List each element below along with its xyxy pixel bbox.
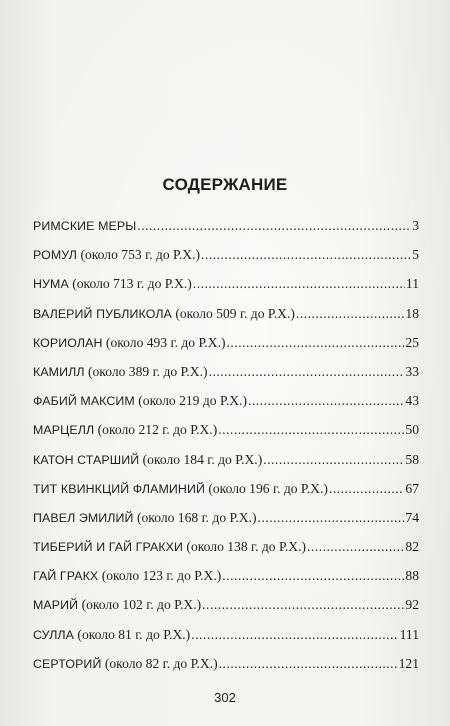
dot-leader	[218, 422, 404, 438]
toc-entry-name: КОРИОЛАН	[33, 335, 103, 350]
toc-entry-title	[33, 539, 306, 555]
toc-entry	[33, 247, 419, 276]
toc-entry	[33, 306, 419, 335]
toc-entry-page: 18	[405, 305, 419, 321]
toc-entry-title	[33, 452, 262, 468]
toc-entry-title	[33, 568, 221, 584]
toc-entry	[33, 276, 419, 305]
toc-entry-title	[33, 276, 192, 292]
toc-entry-date: (около 212 г. до Р.Х.)	[94, 422, 218, 438]
toc-entry	[33, 422, 419, 451]
dot-leader	[263, 452, 404, 468]
toc-entry	[33, 218, 419, 247]
dot-leader	[191, 627, 398, 643]
toc-entry-page: 111	[399, 626, 419, 642]
toc-entry-date: (около 493 г. до Р.Х.)	[102, 334, 226, 350]
toc-entry-page: 11	[405, 276, 419, 292]
toc-entry-name: СУЛЛА	[33, 627, 75, 642]
toc-entry-title	[33, 393, 247, 409]
toc-entry-date: (около 81 г. до Р.Х.)	[74, 626, 191, 642]
toc-entry-page: 50	[405, 422, 419, 438]
dot-leader	[137, 218, 411, 234]
dot-leader	[219, 656, 398, 672]
dot-leader	[296, 306, 404, 322]
toc-entry-name: ГАЙ ГРАКХ	[33, 569, 99, 584]
toc-entry-title	[33, 510, 257, 526]
toc-entry-page: 121	[398, 655, 419, 671]
toc-entry	[33, 597, 419, 626]
toc-entry-date: (около 509 г. до Р.Х.)	[171, 305, 295, 321]
dot-leader	[193, 276, 405, 292]
toc-entry-date: (около 196 г. до Р.Х.)	[204, 480, 328, 496]
toc-entry-title	[33, 335, 226, 351]
toc-entry	[33, 364, 419, 393]
toc-entry	[33, 568, 419, 597]
toc-entry-date: (около 102 г. до Р.Х.)	[78, 597, 202, 613]
toc-entry	[33, 452, 419, 481]
toc-entry-date: (около 168 г. до Р.Х.)	[133, 509, 257, 525]
toc-entry	[33, 539, 419, 568]
toc-entry	[33, 510, 419, 539]
toc-entry-date: (около 138 г. до Р.Х.)	[183, 539, 307, 555]
toc-entry	[33, 627, 419, 656]
toc-entry-name: РОМУЛ	[33, 248, 78, 263]
toc-entry-page: 25	[405, 334, 419, 350]
toc-entry-name: РИМСКИЕ МЕРЫ	[33, 219, 137, 233]
toc-entry-title	[33, 627, 190, 643]
dot-leader	[222, 568, 404, 584]
toc-entry-page: 58	[405, 451, 419, 467]
toc-entry-title	[33, 364, 208, 380]
toc-entry-page: 88	[405, 568, 419, 584]
toc-entry-page: 5	[412, 247, 419, 263]
dot-leader	[329, 481, 404, 497]
toc-entry-name: ТИБЕРИЙ И ГАЙ ГРАКХИ	[33, 540, 184, 555]
toc-entry-date: (около 123 г. до Р.Х.)	[98, 568, 222, 584]
toc-entry-page: 67	[405, 480, 419, 496]
toc-entry-title	[33, 306, 295, 322]
toc-entry-date: (около 389 г. до Р.Х.)	[84, 363, 208, 379]
toc-entry-title	[33, 247, 200, 263]
toc-entry	[33, 481, 419, 510]
toc-entry-title	[33, 597, 201, 613]
toc-entry-name: КАМИЛЛ	[33, 364, 85, 379]
toc-entry	[33, 656, 419, 685]
toc-entry-page: 43	[405, 393, 419, 409]
toc-entry-date: (около 219 до Р.Х.)	[134, 393, 247, 409]
toc-entry-name: СЕРТОРИЙ	[33, 656, 102, 671]
toc-entry-title	[33, 218, 136, 234]
dot-leader	[209, 364, 405, 380]
dot-leader	[307, 539, 404, 555]
toc-entry	[33, 335, 419, 364]
dot-leader	[248, 393, 404, 409]
toc-entry-title	[33, 422, 217, 438]
toc-entry-name: НУМА	[33, 277, 69, 292]
toc-entry-page: 92	[405, 597, 419, 613]
dot-leader	[201, 247, 411, 263]
toc-entry-page: 3	[412, 218, 419, 233]
toc-entry-page: 82	[405, 539, 419, 555]
toc-entry-page: 33	[405, 363, 419, 379]
toc-entry-date: (около 82 г. до Р.Х.)	[101, 655, 218, 671]
toc-entry-name: ВАЛЕРИЙ ПУБЛИКОЛА	[33, 306, 172, 321]
toc-entry-name: КАТОН СТАРШИЙ	[33, 452, 140, 467]
toc-entry-date: (около 753 г. до Р.Х.)	[77, 247, 201, 263]
dot-leader	[202, 597, 404, 613]
toc-entry-name: ПАВЕЛ ЭМИЛИЙ	[33, 510, 134, 525]
table-of-contents	[33, 218, 419, 685]
toc-entry	[33, 393, 419, 422]
dot-leader	[258, 510, 405, 526]
toc-entry-title	[33, 481, 328, 497]
toc-entry-name: МАРИЙ	[33, 598, 79, 613]
toc-entry-name: ФАБИЙ МАКСИМ	[33, 394, 135, 409]
dot-leader	[227, 335, 405, 351]
toc-entry-name: ТИТ КВИНКЦИЙ ФЛАМИНИЙ	[33, 481, 205, 496]
toc-entry-date: (около 713 г. до Р.Х.)	[68, 276, 192, 292]
toc-entry-date: (около 184 г. до Р.Х.)	[139, 451, 263, 467]
page-number: 302	[214, 690, 236, 705]
contents-heading: СОДЕРЖАНИЕ	[162, 175, 288, 194]
toc-entry-title	[33, 656, 218, 672]
toc-entry-name: МАРЦЕЛЛ	[33, 423, 95, 438]
toc-entry-page: 74	[405, 509, 419, 525]
